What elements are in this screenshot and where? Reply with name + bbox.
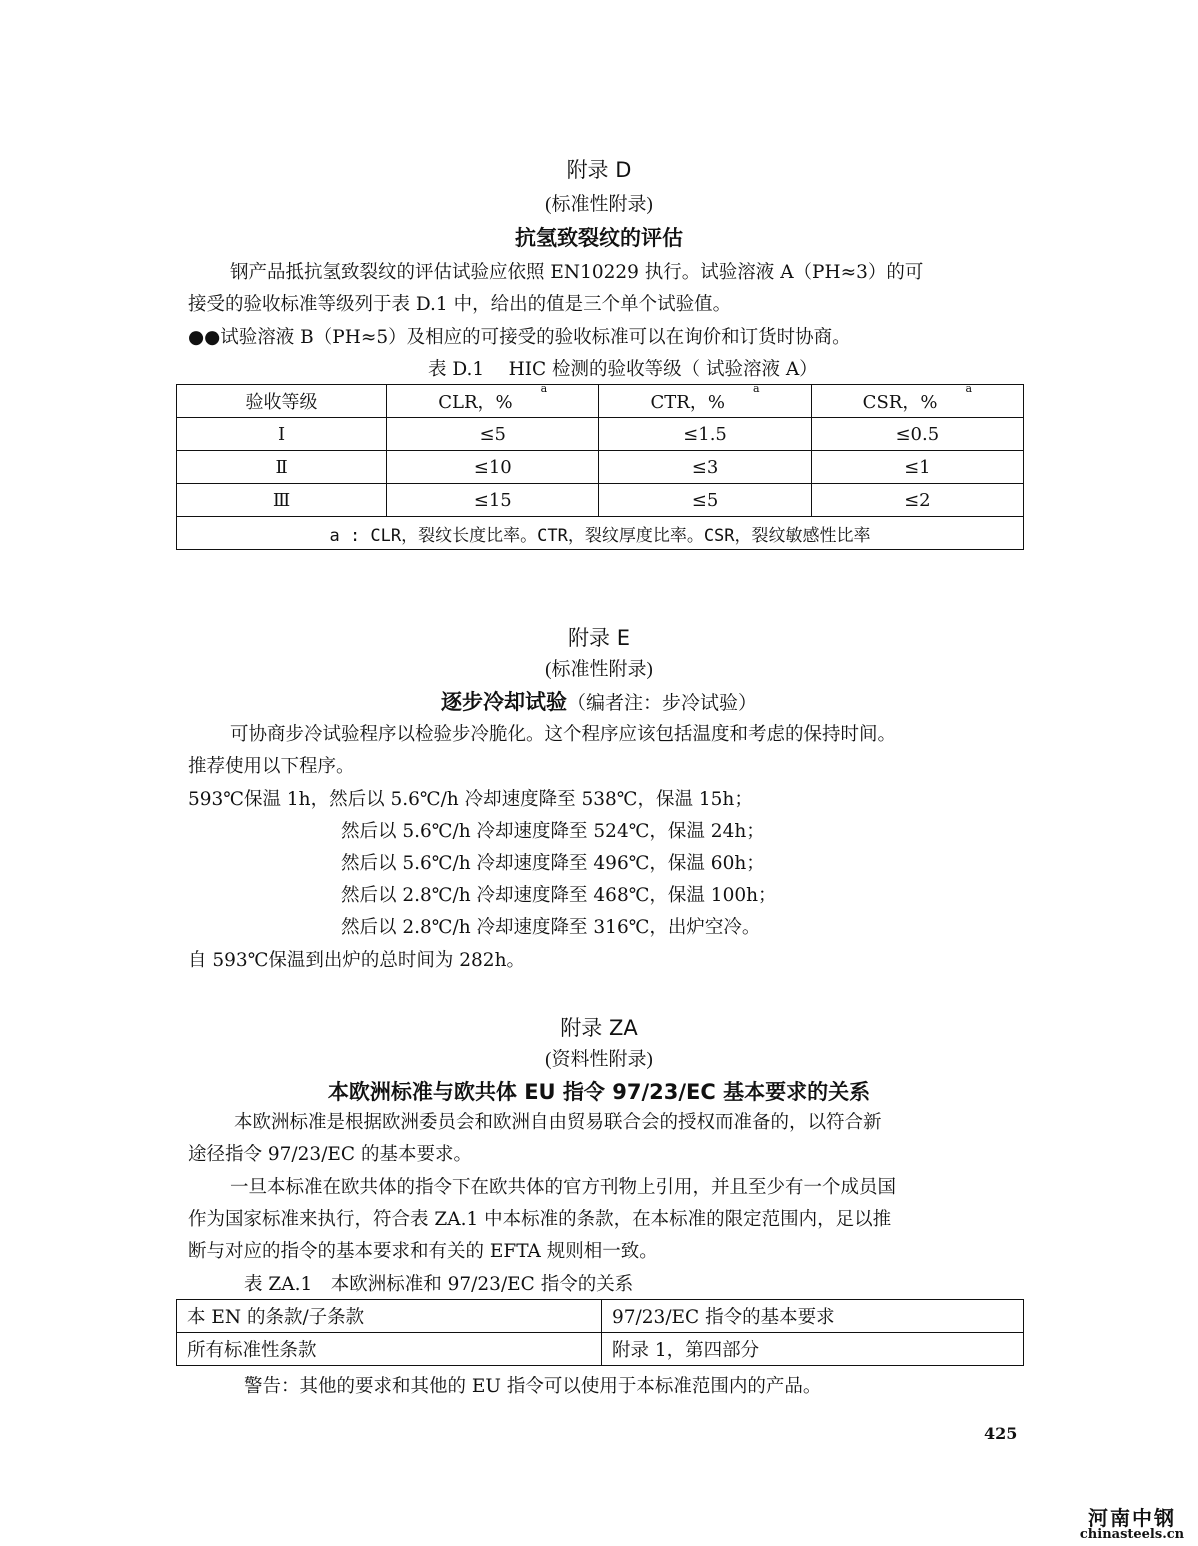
appendix-e-title: 逐步冷却试验（编者注：步冷试验） xyxy=(440,690,757,714)
appendix-za-warning: 警告：其他的要求和其他的 EU 指令可以使用于本标准范围内的产品。 xyxy=(244,1376,822,1397)
cooling-step: 然后以 5.6℃/h 冷却速度降至 524℃，保温 24h； xyxy=(341,821,765,842)
watermark-cn: 河南中钢 xyxy=(1088,1506,1176,1530)
footnote-marker: a xyxy=(752,382,760,395)
table-cell: ≤15 xyxy=(387,484,599,517)
appendix-za-para2-line3: 断与对应的指令的基本要求和有关的 EFTA 规则相一致。 xyxy=(188,1241,658,1262)
table-cell: ≤5 xyxy=(599,484,811,517)
table-d1-caption: 表 D.1 HIC 检测的验收等级（ 试验溶液 A） xyxy=(428,359,818,380)
cooling-step: 593℃保温 1h，然后以 5.6℃/h 冷却速度降至 538℃，保温 15h； xyxy=(188,789,753,810)
table-row xyxy=(177,418,1024,451)
watermark-en: chinasteels.cn xyxy=(1079,1527,1185,1542)
table-cell: ≤1 xyxy=(811,451,1023,484)
cooling-step: 然后以 2.8℃/h 冷却速度降至 468℃，保温 100h； xyxy=(341,885,777,906)
appendix-za-para2-line2: 作为国家标准来执行，符合表 ZA.1 中本标准的条款，在本标准的限定范围内，足以推 xyxy=(188,1209,892,1230)
table-cell: 97/23/EC 指令的基本要求 xyxy=(602,1300,1024,1333)
table-cell: ≤5 xyxy=(387,418,599,451)
table-cell: ≤10 xyxy=(387,451,599,484)
table-za1-caption: 表 ZA.1 本欧洲标准和 97/23/EC 指令的关系 xyxy=(244,1274,634,1295)
table-header-cell: CTR，%$^a$ xyxy=(599,385,811,418)
table-d1 xyxy=(176,384,1024,550)
appendix-za-para2-line1: 一旦本标准在欧共体的指令下在欧共体的官方刊物上引用，并且至少有一个成员国 xyxy=(230,1177,897,1198)
page-number: 425 xyxy=(984,1424,1018,1443)
footnote-marker: a xyxy=(540,382,548,395)
table-cell: Ⅲ xyxy=(177,484,387,517)
table-row xyxy=(177,484,1024,517)
appendix-e-para1-line1: 可协商步冷试验程序以检验步冷脆化。这个程序应该包括温度和考虑的保持时间。 xyxy=(230,724,897,745)
appendix-za-title: 本欧洲标准与欧共体 EU 指令 97/23/EC 基本要求的关系 xyxy=(327,1080,871,1104)
appendix-za-heading: 附录 ZA xyxy=(560,1016,638,1040)
cooling-step: 然后以 2.8℃/h 冷却速度降至 316℃，出炉空冷。 xyxy=(341,917,761,938)
table-header-cell: CSR，%$^a$ xyxy=(811,385,1023,418)
table-cell: 所有标准性条款 xyxy=(177,1333,602,1366)
appendix-e-para1-line2: 推荐使用以下程序。 xyxy=(188,756,355,777)
table-cell: ≤1.5 xyxy=(599,418,811,451)
table-row xyxy=(177,451,1024,484)
table-za1 xyxy=(176,1299,1024,1366)
appendix-d-heading: 附录 D xyxy=(566,158,632,182)
appendix-e-title-note: （编者注：步冷试验） xyxy=(566,692,757,714)
table-header-cell: CLR，%$^a$ xyxy=(387,385,599,418)
table-cell: ≤0.5 xyxy=(811,418,1023,451)
appendix-e-heading: 附录 E xyxy=(568,626,630,650)
appendix-d-para1-line1: 钢产品抵抗氢致裂纹的评估试验应依照 EN10229 执行。试验溶液 A（PH≈3）的可 xyxy=(230,262,924,283)
table-footnote-row xyxy=(177,517,1024,550)
table-cell: Ⅰ xyxy=(177,418,387,451)
table-row xyxy=(177,1333,1024,1366)
footnote-marker: a xyxy=(965,382,972,395)
appendix-za-para1-line1: 本欧洲标准是根据欧洲委员会和欧洲自由贸易联合会的授权而准备的，以符合新 xyxy=(234,1112,882,1133)
cooling-total-time: 自 593℃保温到出炉的总时间为 282h。 xyxy=(188,950,525,971)
appendix-za-para1-line2: 途径指令 97/23/EC 的基本要求。 xyxy=(188,1144,472,1165)
table-cell: ≤3 xyxy=(599,451,811,484)
table-cell: Ⅱ xyxy=(177,451,387,484)
watermark-logo xyxy=(1072,1508,1192,1541)
table-cell: ≤2 xyxy=(811,484,1023,517)
appendix-e-type: (标准性附录) xyxy=(545,659,653,680)
appendix-d-title: 抗氢致裂纹的评估 xyxy=(515,226,683,250)
appendix-d-para1-line2: 接受的验收标准等级列于表 D.1 中，给出的值是三个单个试验值。 xyxy=(188,294,732,315)
appendix-d-para2: ●●试验溶液 B（PH≈5）及相应的可接受的验收标准可以在询价和订货时协商。 xyxy=(188,327,851,348)
table-row xyxy=(177,1300,1024,1333)
table-header-row xyxy=(177,385,1024,418)
table-footnote: a : CLR，裂纹长度比率。CTR，裂纹厚度比率。CSR，裂纹敏感性比率 xyxy=(177,517,1024,550)
appendix-d-type: (标准性附录) xyxy=(545,194,653,215)
table-header-cell: 验收等级 xyxy=(177,385,387,418)
cooling-step: 然后以 5.6℃/h 冷却速度降至 496℃，保温 60h； xyxy=(341,853,765,874)
table-cell: 本 EN 的条款/子条款 xyxy=(177,1300,602,1333)
table-cell: 附录 1，第四部分 xyxy=(602,1333,1024,1366)
appendix-za-type: (资料性附录) xyxy=(545,1049,653,1070)
